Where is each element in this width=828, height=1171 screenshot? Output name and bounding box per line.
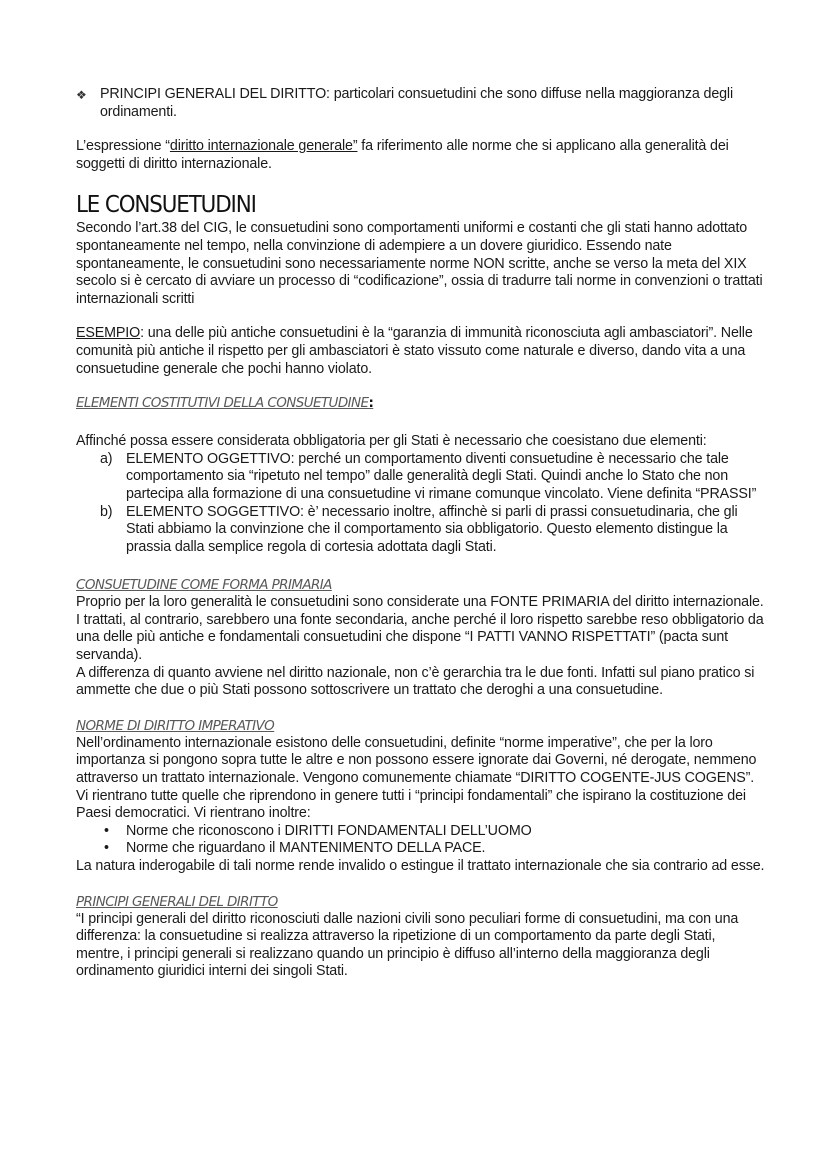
bullet-term: PRINCIPI GENERALI DEL DIRITTO (100, 86, 327, 102)
expression-before: L’espressione “ (76, 138, 170, 155)
elements-intro: Affinché possa essere considerata obbligatoria per gli Stati è necessario che coesistano due elementi: (76, 433, 707, 450)
expression-underlined-term: diritto internazionale generale” (169, 138, 358, 155)
primary-source-paragraph-1: Proprio per la loro generalità le consuetudini sono considerate una FONTE PRIMARIA del diritto internazionale. I trattati, al contrario, sarebbero una fonte secondaria, anche perché il loro rispetto sarebbe reso obbligatorio da una delle più antiche e fondamentali consuetudini che dispone “I PATTI VANNO RISPETTATI” (pacta sunt servanda). (76, 594, 764, 664)
definition-paragraph: Secondo l’art.38 del CIG, le consuetudini sono comportamenti uniformi e costanti che gli stati hanno adottato spontaneamente nel tempo, nella convinzione di adempiere a un dovere giuridico. Essendo nate spontaneamente, le consuetudini sono necessariamente norme NON scritte, anche se verso la meta del XIX secolo si è cercato di avviare un processo di “codificazione”, ossia di tradurre tali norme in convenzioni o trattati internazionali scritti (76, 220, 763, 307)
list-item (104, 840, 766, 858)
list-item (104, 822, 766, 841)
imperative-heading: NORME DI DIRITTO IMPERATIVO (76, 717, 275, 734)
document-page (76, 86, 766, 981)
example-paragraph (76, 325, 766, 378)
example-label: ESEMPIO (76, 325, 141, 342)
list-item-text: ELEMENTO OGGETTIVO: perché un comportamento diventi consuetudine è necessario che tale comportamento sia “ripetuto nel tempo” dalle generalità degli Stati. Quindi anche lo Stato che non partecipa alla formazione di una consuetudine vi rimane comunque vincolato. Viene definita “PRASSI” (126, 450, 757, 502)
list-item (100, 503, 766, 557)
general-principles-paragraph: “I principi generali del diritto riconosciuti dalle nazioni civili sono peculiari forme di consuetudini, ma con una differenza: la consuetudine si realizza attraverso la ripetizione di un comportamento da parte degli Stati, mentre, i principi generali si realizzano quando un principio è diffuso all’interno della maggioranza degli ordinamento giuridici interni dei singoli Stati. (76, 910, 739, 980)
bullet-dot-icon: • (104, 840, 109, 857)
elements-heading (76, 394, 766, 412)
bullet-definition: : particolari consuetudini che sono diffuse nella maggioranza degli ordinamenti. (100, 86, 733, 120)
imperative-closing: La natura inderogabile di tali norme rende invalido o estingue il trattato internazionale che sia contrario ad esse. (76, 858, 765, 874)
expression-after: fa riferimento alle norme che si applicano alla generalità dei soggetti di diritto internazionale. (76, 138, 729, 172)
list-marker: a) (100, 450, 113, 467)
expression-paragraph (76, 138, 766, 173)
general-principles-heading: PRINCIPI GENERALI DEL DIRITTO (76, 893, 278, 910)
primary-source-paragraph-2: A differenza di quanto avviene nel diritto nazionale, non c’è gerarchia tra le due fonti. Infatti sul piano pratico si ammette che due o più Stati possono sottoscrivere un trattato che deroghi a una consuetudine. (76, 664, 755, 699)
primary-source-heading: CONSUETUDINE COME FORMA PRIMARIA (76, 577, 332, 594)
elements-list (76, 451, 766, 557)
elements-heading-colon: : (368, 395, 374, 412)
list-item-text: Norme che riconoscono i DIRITTI FONDAMENTALI DELL’UOMO (126, 822, 532, 839)
elements-heading-text: ELEMENTI COSTITUTIVI DELLA CONSUETUDINE (76, 395, 369, 412)
diamond-bullet-icon: ❖ (76, 88, 87, 102)
intro-bullet-text (100, 86, 766, 121)
list-marker: b) (100, 503, 113, 520)
imperative-bullet-list (76, 823, 766, 858)
list-item-text: ELEMENTO SOGGETTIVO: è’ necessario inoltre, affinchè si parli di prassi consuetudinaria, che gli Stati abbiamo la convinzione che il comportamento sia obbligatorio. Questo elemento distingue la prassia dalla semplice regola di cortesia adottata dagli Stati. (126, 503, 738, 555)
imperative-paragraph: Nell’ordinamento internazionale esistono delle consuetudini, definite “norme imperative”, che per la loro importanza si pongono sopra tutte le altre e non possono essere ignorate dai Governi, né derogate, nemmeno attraverso un trattato internazionale. Vengono comunemente chiamate “DIRITTO COGENTE-JUS COGENS”. Vi rientrano tutte quelle che riprendono in genere tutti i “principi fondamentali” che ispirano la costituzione dei Paesi democratici. Vi rientrano inoltre: (76, 734, 757, 822)
example-text: : una delle più antiche consuetudini è la “garanzia di immunità riconosciuta agli ambasciatori”. Nelle comunità più antiche il rispetto per gli ambasciatori è stato vissuto come naturale e diverso, dando vita a una consuetudine generale che pochi hanno violato. (76, 325, 753, 377)
intro-bullet-item (76, 86, 766, 121)
list-item (100, 450, 766, 504)
bullet-dot-icon: • (104, 822, 109, 839)
page-title: LE CONSUETUDINI (76, 192, 256, 219)
list-item-text: Norme che riguardano il MANTENIMENTO DELLA PACE. (126, 840, 486, 857)
